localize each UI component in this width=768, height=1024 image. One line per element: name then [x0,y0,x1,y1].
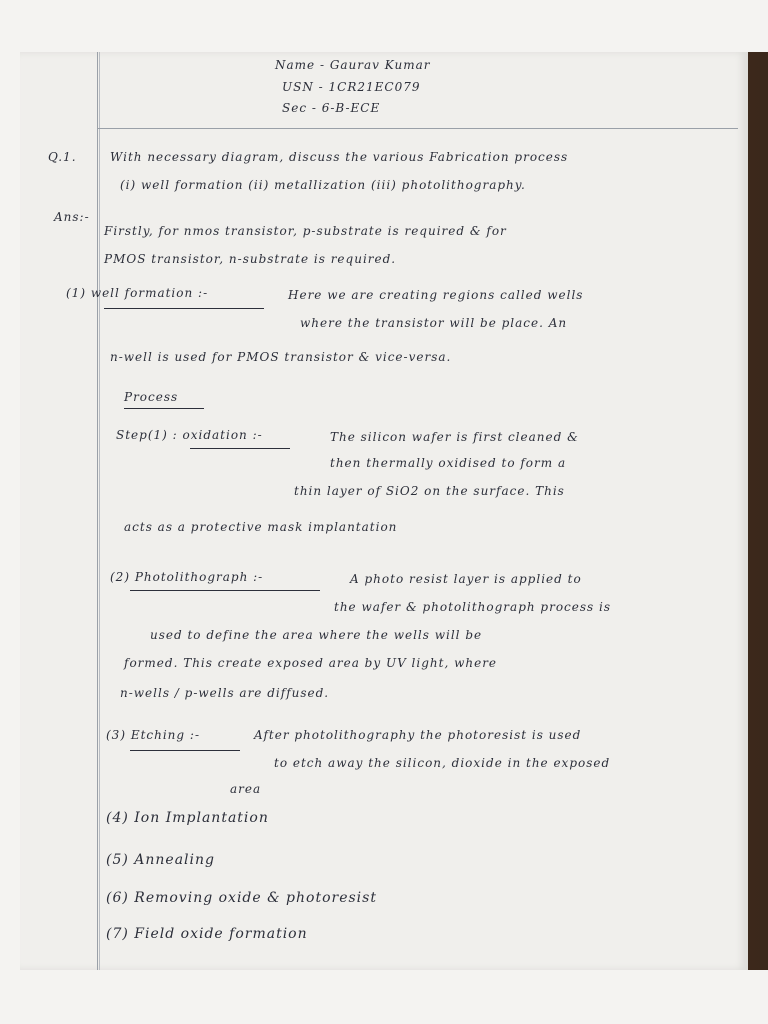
well-line-3: n-well is used for PMOS transistor & vice-versa. [110,350,452,364]
step3-underline [130,750,240,751]
step1-line-4: acts as a protective mask implantation [124,520,398,534]
step2-heading: (2) Photolithograph :- [110,570,264,584]
step3-line-1: After photolithography the photoresist is used [254,728,582,742]
step3-heading: (3) Etching :- [106,728,201,742]
step1-underline [190,448,290,449]
step2-line-5: n-wells / p-wells are diffused. [120,686,330,700]
background-bottom [0,970,768,1024]
answer-label: Ans:- [54,210,90,224]
step3-line-3: area [230,782,262,796]
step6: (6) Removing oxide & photoresist [106,890,377,906]
step1-line-1: The silicon wafer is first cleaned & [330,430,579,444]
margin-line [97,52,98,970]
step1-line-3: thin layer of SiO2 on the surface. This [294,484,565,498]
student-name: Name - Gaurav Kumar [275,58,431,72]
question-line-2: (i) well formation (ii) metallization (iii) photolithography. [120,178,526,192]
answer-intro-line-2: PMOS transistor, n-substrate is required. [104,252,397,266]
step4: (4) Ion Implantation [106,810,269,826]
margin-line-secondary [99,52,100,970]
background-left [0,0,20,1024]
step1-line-2: then thermally oxidised to form a [330,456,567,470]
header-rule [98,128,738,129]
step2-line-2: the wafer & photolithograph process is [334,600,612,614]
step2-line-1: A photo resist layer is applied to [350,572,582,586]
well-line-2: where the transistor will be place. An [300,316,568,330]
step5: (5) Annealing [106,852,215,868]
step2-line-3: used to define the area where the wells will be [150,628,483,642]
well-line-1: Here we are creating regions called wells [288,288,584,302]
question-line-1: With necessary diagram, discuss the various Fabrication process [110,150,569,164]
process-heading: Process [124,390,179,404]
question-number: Q.1. [48,150,77,164]
process-underline [124,408,204,409]
step7: (7) Field oxide formation [106,926,308,942]
step2-underline [130,590,320,591]
step1-heading: Step(1) : oxidation :- [116,428,263,442]
student-usn: USN - 1CR21EC079 [282,80,421,94]
notebook-page [20,52,748,970]
step3-line-2: to etch away the silicon, dioxide in the exposed [274,756,611,770]
answer-intro-line-1: Firstly, for nmos transistor, p-substrate is required & for [104,224,507,238]
step2-line-4: formed. This create exposed area by UV light, where [124,656,498,670]
student-section: Sec - 6-B-ECE [282,101,381,115]
background-top [0,0,768,52]
well-formation-underline [104,308,264,309]
well-formation-heading: (1) well formation :- [66,286,209,300]
